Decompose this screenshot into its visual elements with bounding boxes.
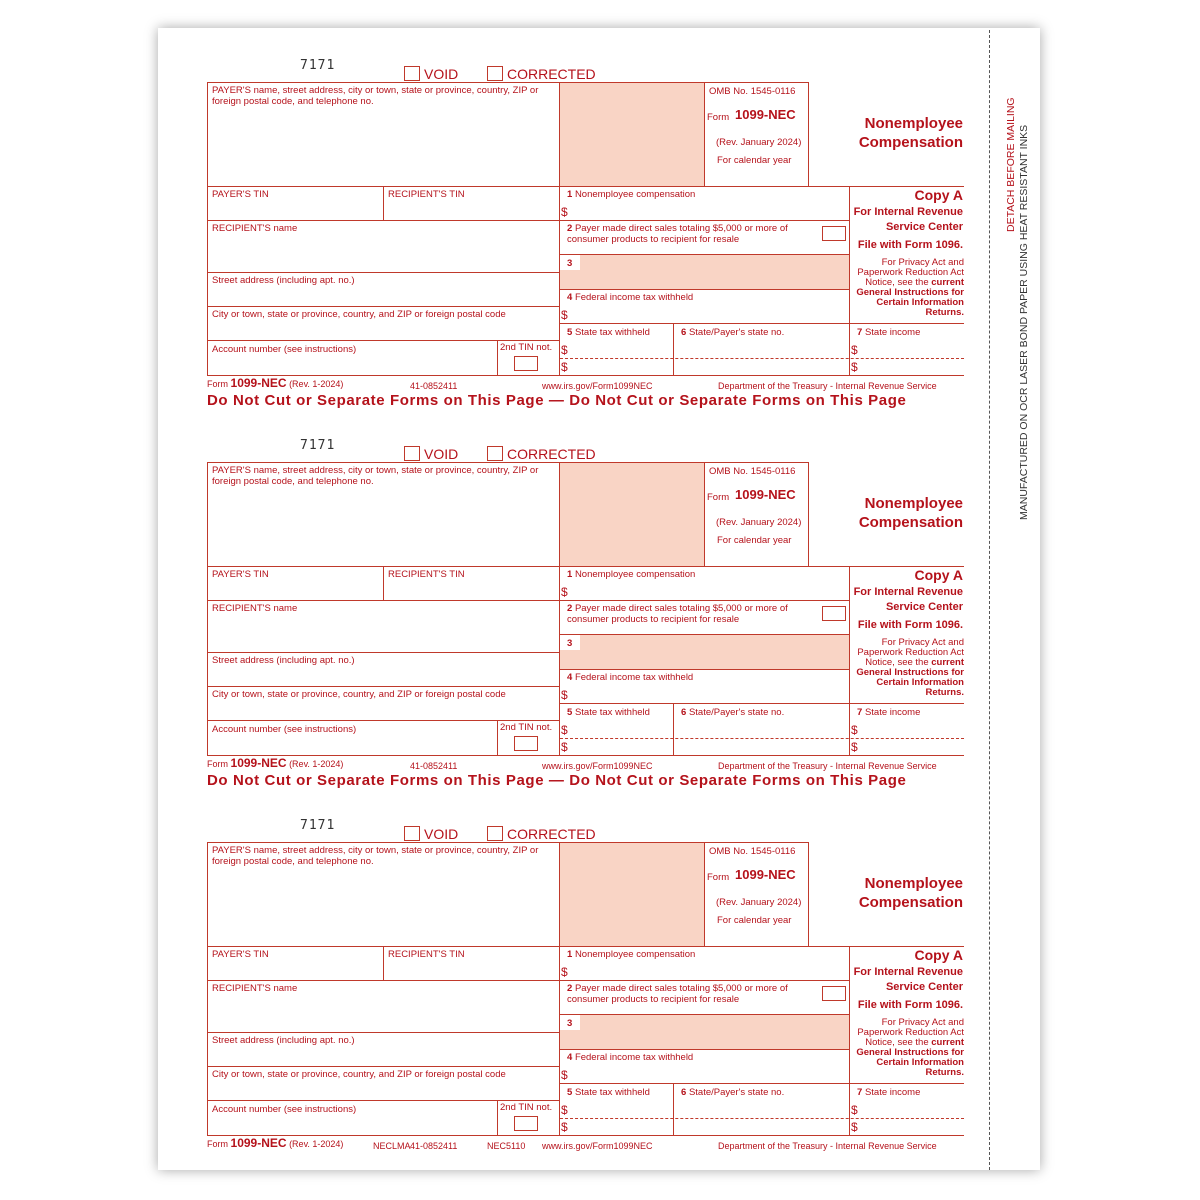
box6-label[interactable]: 6 State/Payer's state no. <box>681 1087 785 1098</box>
city-field[interactable]: City or town, state or province, country, and ZIP or foreign postal code <box>212 689 506 700</box>
second-tin-label: 2nd TIN not. <box>500 722 553 733</box>
department-line: Department of the Treasury - Internal Revenue Service <box>718 1141 937 1151</box>
box6-label[interactable]: 6 State/Payer's state no. <box>681 327 785 338</box>
dollar-sign: $ <box>561 1068 568 1082</box>
box6-label[interactable]: 6 State/Payer's state no. <box>681 707 785 718</box>
dollar-sign: $ <box>561 688 568 702</box>
dollar-sign: $ <box>851 740 858 754</box>
box2-checkbox[interactable] <box>822 606 846 621</box>
dollar-sign: $ <box>561 1103 568 1117</box>
copy-a-label: Copy A <box>914 947 963 963</box>
footer-code: 41-0852411 <box>410 1141 458 1151</box>
footer-form-id: Form 1099-NEC (Rev. 1-2024) <box>207 376 344 390</box>
irs-line2: Service Center <box>885 221 963 233</box>
dollar-sign: $ <box>561 343 568 357</box>
irs-line1: For Internal Revenue <box>853 586 963 598</box>
payer-info-field[interactable]: PAYER'S name, street address, city or town, state or province, country, ZIP or foreign postal code, and telephone no. <box>212 845 539 867</box>
recipient-tin-field[interactable]: RECIPIENT'S TIN <box>388 949 465 960</box>
account-number-field[interactable]: Account number (see instructions) <box>212 344 357 355</box>
do-not-cut-warning: Do Not Cut or Separate Forms on This Page — Do Not Cut or Separate Forms on This Page <box>207 772 907 789</box>
irs-line2: Service Center <box>885 981 963 993</box>
form-name: 1099-NEC <box>735 487 796 502</box>
omb-number: OMB No. 1545-0116 <box>709 466 796 477</box>
footer-form-id: Form 1099-NEC (Rev. 1-2024) <box>207 1136 344 1150</box>
box3-label: 3 <box>567 1018 573 1029</box>
shaded-area <box>560 83 704 187</box>
recipient-name-field[interactable]: RECIPIENT'S name <box>212 983 298 994</box>
dollar-sign: $ <box>851 1120 858 1134</box>
box3-label: 3 <box>567 638 573 649</box>
dollar-sign: $ <box>851 360 858 374</box>
box4-label[interactable]: 4 Federal income tax withheld <box>567 1052 694 1063</box>
form-title-line2: Compensation <box>858 894 963 911</box>
corrected-checkbox[interactable] <box>487 66 503 81</box>
box7-label[interactable]: 7 State income <box>857 1087 921 1098</box>
box7-label[interactable]: 7 State income <box>857 327 921 338</box>
account-number-field[interactable]: Account number (see instructions) <box>212 1104 357 1115</box>
box2-checkbox[interactable] <box>822 226 846 241</box>
corrected-label: CORRECTED <box>507 446 596 462</box>
dollar-sign: $ <box>561 1120 568 1134</box>
form-prefix: Form <box>707 112 730 123</box>
box3-label: 3 <box>567 258 573 269</box>
corrected-label: CORRECTED <box>507 66 596 82</box>
form-title-line2: Compensation <box>858 134 963 151</box>
payer-tin-field[interactable]: PAYER'S TIN <box>212 189 269 200</box>
void-label: VOID <box>424 826 459 842</box>
second-tin-label: 2nd TIN not. <box>500 342 553 353</box>
form-code: 7171 <box>300 438 336 453</box>
box5-label[interactable]: 5 State tax withheld <box>567 707 650 718</box>
box4-label[interactable]: 4 Federal income tax withheld <box>567 672 694 683</box>
box4-label[interactable]: 4 Federal income tax withheld <box>567 292 694 303</box>
detach-notice: DETACH BEFORE MAILING <box>1005 97 1017 232</box>
account-number-field[interactable]: Account number (see instructions) <box>212 724 357 735</box>
form-name: 1099-NEC <box>735 107 796 122</box>
dollar-sign: $ <box>851 723 858 737</box>
form-prefix: Form <box>707 492 730 503</box>
irs-line2: Service Center <box>885 601 963 613</box>
footer-form-id: Form 1099-NEC (Rev. 1-2024) <box>207 756 344 770</box>
street-address-field[interactable]: Street address (including apt. no.) <box>212 1035 355 1046</box>
void-checkbox[interactable] <box>404 826 420 841</box>
department-line: Department of the Treasury - Internal Revenue Service <box>718 381 937 391</box>
city-field[interactable]: City or town, state or province, country, and ZIP or foreign postal code <box>212 1069 506 1080</box>
payer-tin-field[interactable]: PAYER'S TIN <box>212 949 269 960</box>
calendar-year-field[interactable]: For calendar year <box>717 915 792 926</box>
void-checkbox[interactable] <box>404 446 420 461</box>
recipient-name-field[interactable]: RECIPIENT'S name <box>212 603 298 614</box>
omb-number: OMB No. 1545-0116 <box>709 846 796 857</box>
corrected-checkbox[interactable] <box>487 446 503 461</box>
box2-label: 2 Payer made direct sales totaling $5,000 or more of consumer products to recipient for resale <box>567 603 788 625</box>
box3-shaded <box>560 255 849 289</box>
street-address-field[interactable]: Street address (including apt. no.) <box>212 275 355 286</box>
void-label: VOID <box>424 66 459 82</box>
dollar-sign: $ <box>561 740 568 754</box>
form-prefix: Form <box>707 872 730 883</box>
box3-shaded <box>560 1015 849 1049</box>
omb-number: OMB No. 1545-0116 <box>709 86 796 97</box>
box2-checkbox[interactable] <box>822 986 846 1001</box>
dollar-sign: $ <box>561 308 568 322</box>
footer-extra-code2: NEC5110 <box>487 1141 526 1151</box>
box7-label[interactable]: 7 State income <box>857 707 921 718</box>
box1-label[interactable]: 1 Nonemployee compensation <box>567 569 696 580</box>
shaded-area <box>560 843 704 947</box>
shaded-area <box>560 463 704 567</box>
street-address-field[interactable]: Street address (including apt. no.) <box>212 655 355 666</box>
void-checkbox[interactable] <box>404 66 420 81</box>
form-revision: (Rev. January 2024) <box>716 897 802 908</box>
payer-info-field[interactable]: PAYER'S name, street address, city or town, state or province, country, ZIP or foreign postal code, and telephone no. <box>212 85 539 107</box>
file-with-1096: File with Form 1096. <box>857 239 963 251</box>
second-tin-checkbox[interactable] <box>514 1116 538 1131</box>
form-title-line1: Nonemployee <box>864 495 963 512</box>
form-1099-nec-copy <box>0 790 1200 1170</box>
second-tin-checkbox[interactable] <box>514 736 538 751</box>
void-label: VOID <box>424 446 459 462</box>
payer-info-field[interactable]: PAYER'S name, street address, city or town, state or province, country, ZIP or foreign postal code, and telephone no. <box>212 465 539 487</box>
form-revision: (Rev. January 2024) <box>716 137 802 148</box>
footer-code: 41-0852411 <box>410 761 458 771</box>
second-tin-label: 2nd TIN not. <box>500 1102 553 1113</box>
copy-a-label: Copy A <box>914 187 963 203</box>
manufactured-notice: MANUFACTURED ON OCR LASER BOND PAPER USING HEAT RESISTANT INKS <box>1018 124 1030 520</box>
second-tin-checkbox[interactable] <box>514 356 538 371</box>
form-title-line2: Compensation <box>858 514 963 531</box>
copy-a-label: Copy A <box>914 567 963 583</box>
irs-line1: For Internal Revenue <box>853 206 963 218</box>
footer-extra-code1: NECLMA <box>373 1141 411 1151</box>
box2-label: 2 Payer made direct sales totaling $5,000 or more of consumer products to recipient for resale <box>567 983 788 1005</box>
file-with-1096: File with Form 1096. <box>857 619 963 631</box>
box1-label[interactable]: 1 Nonemployee compensation <box>567 189 696 200</box>
privacy-notice: For Privacy Act and Paperwork Reduction Act Notice, see the current General Instructions for Certain Information Returns. <box>856 257 964 318</box>
dollar-sign: $ <box>561 965 568 979</box>
form-1099-nec-copy <box>0 410 1200 790</box>
privacy-notice: For Privacy Act and Paperwork Reduction Act Notice, see the current General Instructions for Certain Information Returns. <box>856 1017 964 1078</box>
form-code: 7171 <box>300 818 336 833</box>
dollar-sign: $ <box>851 343 858 357</box>
file-with-1096: File with Form 1096. <box>857 999 963 1011</box>
box3-shaded <box>560 635 849 669</box>
recipient-tin-field[interactable]: RECIPIENT'S TIN <box>388 569 465 580</box>
form-name: 1099-NEC <box>735 867 796 882</box>
dollar-sign: $ <box>561 360 568 374</box>
calendar-year-field[interactable]: For calendar year <box>717 535 792 546</box>
dollar-sign: $ <box>561 585 568 599</box>
corrected-label: CORRECTED <box>507 826 596 842</box>
corrected-checkbox[interactable] <box>487 826 503 841</box>
form-title-line1: Nonemployee <box>864 115 963 132</box>
do-not-cut-warning: Do Not Cut or Separate Forms on This Page — Do Not Cut or Separate Forms on This Page <box>207 392 907 409</box>
form-1099-nec-copy <box>0 30 1200 410</box>
recipient-tin-field[interactable]: RECIPIENT'S TIN <box>388 189 465 200</box>
dollar-sign: $ <box>851 1103 858 1117</box>
box2-label: 2 Payer made direct sales totaling $5,000 or more of consumer products to recipient for resale <box>567 223 788 245</box>
dollar-sign: $ <box>561 205 568 219</box>
recipient-name-field[interactable]: RECIPIENT'S name <box>212 223 298 234</box>
city-field[interactable]: City or town, state or province, country, and ZIP or foreign postal code <box>212 309 506 320</box>
irs-line1: For Internal Revenue <box>853 966 963 978</box>
footer-code: 41-0852411 <box>410 381 458 391</box>
privacy-notice: For Privacy Act and Paperwork Reduction Act Notice, see the current General Instructions for Certain Information Returns. <box>856 637 964 698</box>
dollar-sign: $ <box>561 723 568 737</box>
calendar-year-field[interactable]: For calendar year <box>717 155 792 166</box>
form-title-line1: Nonemployee <box>864 875 963 892</box>
form-revision: (Rev. January 2024) <box>716 517 802 528</box>
box5-label[interactable]: 5 State tax withheld <box>567 327 650 338</box>
irs-url: www.irs.gov/Form1099NEC <box>542 761 653 771</box>
box5-label[interactable]: 5 State tax withheld <box>567 1087 650 1098</box>
irs-url: www.irs.gov/Form1099NEC <box>542 381 653 391</box>
payer-tin-field[interactable]: PAYER'S TIN <box>212 569 269 580</box>
department-line: Department of the Treasury - Internal Revenue Service <box>718 761 937 771</box>
form-code: 7171 <box>300 58 336 73</box>
irs-url: www.irs.gov/Form1099NEC <box>542 1141 653 1151</box>
box1-label[interactable]: 1 Nonemployee compensation <box>567 949 696 960</box>
